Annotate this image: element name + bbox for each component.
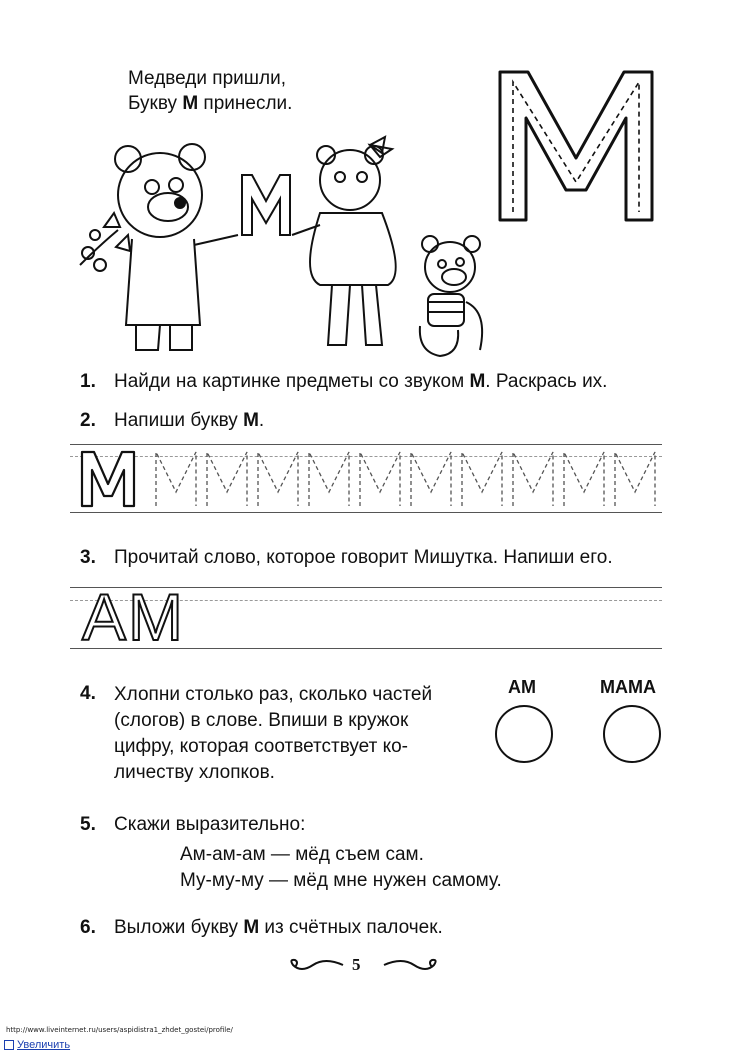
task-text (114, 370, 607, 394)
task-text: Прочитай слово, которое говорит Мишутка. Напиши его. (114, 547, 613, 568)
task-text-post: . (258, 410, 265, 431)
big-letter-m-illustration (486, 62, 666, 232)
task-text (114, 682, 432, 786)
word-label-am: АМ (508, 677, 536, 697)
task-text-post: из счётных палочек. (259, 917, 443, 938)
word-to-trace: АМ (82, 580, 185, 654)
rhyme-line-2 (128, 91, 292, 116)
task-text-line: Хлопни столько раз, сколько частей (114, 684, 433, 705)
task-text-line: личеству хлопков. (114, 762, 275, 783)
task-number: 5. (80, 814, 96, 835)
dashed-letter-m (513, 452, 553, 506)
task-number: 4. (80, 683, 96, 704)
dashed-letter-m (156, 452, 196, 506)
rhyme-line-2-post: принесли. (198, 93, 293, 114)
ornament-right-icon (382, 955, 442, 975)
task-text-pre: Напиши букву (114, 410, 244, 431)
task-bold-letter: М (243, 410, 259, 431)
dashed-letter-m (564, 452, 604, 506)
rhyme-line-1: Медведи пришли, (128, 68, 286, 89)
dashed-letter-m (309, 452, 349, 506)
zoom-icon (4, 1040, 14, 1050)
task-bold-letter: М (243, 917, 260, 938)
answer-circle-mama[interactable] (603, 705, 661, 763)
writing-line-bottom (70, 512, 662, 513)
rhyme-line-2-pre: Букву (128, 93, 183, 114)
dashed-letter-m (462, 452, 502, 506)
dashed-letter-m (615, 452, 655, 506)
raspberry-branch (80, 213, 130, 271)
task-text-line: (слогов) в слове. Впиши в кружок (114, 710, 409, 731)
task-bold-letter: М (469, 371, 486, 392)
dashed-letter-m (207, 452, 247, 506)
task-text (114, 916, 443, 940)
verse (180, 842, 502, 894)
task-text-pre: Выложи букву (114, 917, 244, 938)
zoom-link-label[interactable]: Увеличить (17, 1039, 71, 1051)
rhyme (128, 66, 292, 116)
task-text-post: . Раскрась их. (485, 371, 608, 392)
task-text: Скажи выразительно: (114, 814, 306, 835)
task-number: 6. (80, 917, 96, 938)
dashed-letter-m (258, 452, 298, 506)
source-url: http://www.liveinternet.ru/users/aspidistra1_zhdet_gostei/profile/ (6, 1026, 233, 1034)
dashed-letter-m (360, 452, 400, 506)
task-text (114, 409, 264, 433)
task-number: 1. (80, 371, 96, 392)
small-bear-illustration (410, 232, 500, 362)
writing-line-top (70, 444, 662, 445)
zoom-link[interactable] (4, 1039, 70, 1051)
page-number: 5 (352, 955, 361, 974)
letter-m-tracing-row (78, 448, 668, 510)
task-text-pre: Найди на картинке предметы со звуком (114, 371, 470, 392)
answer-circle-am[interactable] (495, 705, 553, 763)
task-number: 3. (80, 547, 96, 568)
dashed-letter-m (411, 452, 451, 506)
task-number: 2. (80, 410, 96, 431)
word-label-mama: МАМА (600, 677, 656, 697)
ornament-left-icon (285, 955, 345, 975)
bears-illustration (70, 135, 420, 360)
task-text-line: цифру, которая соответствует ко- (114, 736, 409, 757)
verse-line: Ам-ам-ам — мёд съем сам. (180, 844, 424, 865)
rhyme-bold-letter: М (182, 93, 199, 114)
verse-line: Му-му-му — мёд мне нужен самому. (180, 870, 502, 891)
